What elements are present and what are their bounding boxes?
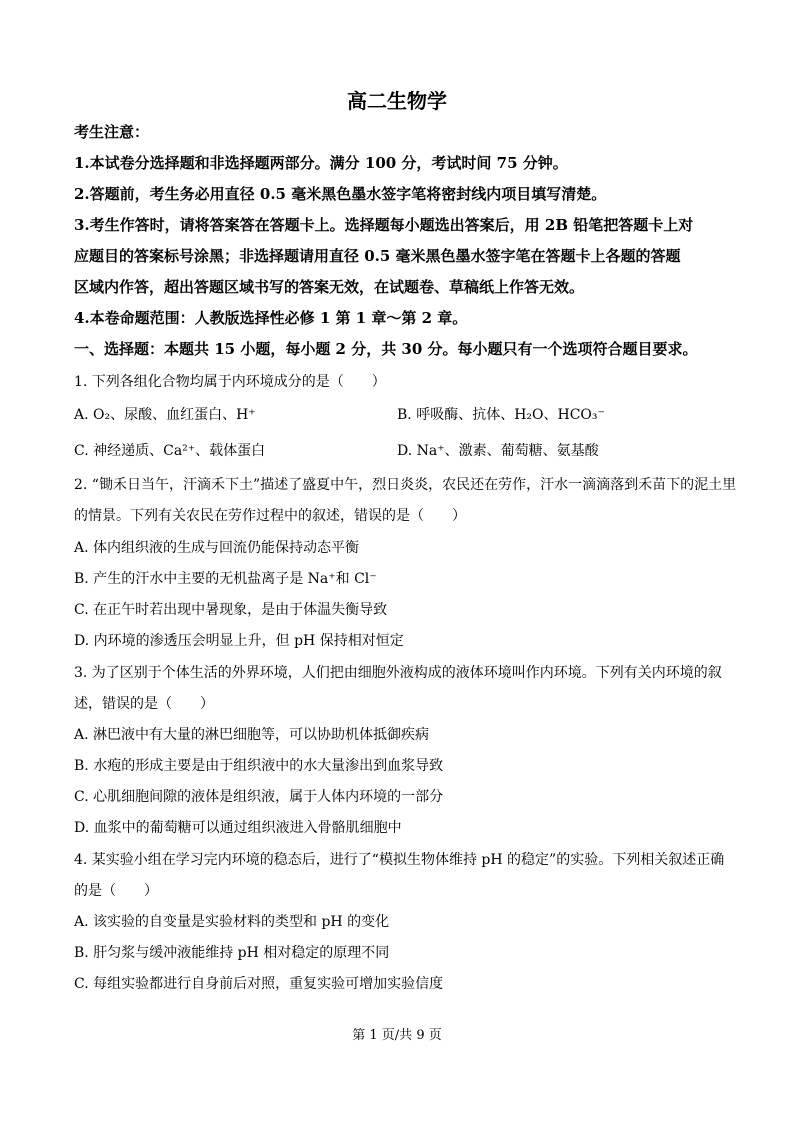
q3-option-d: D. 血浆中的葡萄糖可以通过组织液进入骨骼肌细胞中 — [74, 820, 402, 836]
page-footer: 第 1 页/共 9 页 — [352, 1028, 442, 1043]
q3-stem-line2: 述，错误的是（ ） — [74, 696, 214, 712]
q4-stem-line2: 的是（ ） — [74, 883, 158, 899]
page-title: 高二生物学 — [347, 89, 447, 113]
q3-stem-line1: 3. 为了区别于个体生活的外界环境，人们把由细胞外液构成的液体环境叫作内环境。下列有关内环境的叙 — [74, 665, 722, 681]
q2-option-c: C. 在正午时若出现中暑现象，是由于体温失衡导致 — [74, 602, 388, 618]
q3-option-b: B. 水疱的形成主要是由于组织液中的水大量渗出到血浆导致 — [74, 758, 444, 774]
q2-option-d: D. 内环境的渗透压会明显上升，但 pH 保持相对恒定 — [74, 633, 404, 649]
notice-heading: 考生注意： — [74, 123, 150, 141]
notice-item-3: 3.考生作答时，请将答案答在答题卡上。选择题每小题选出答案后，用 2B 铅笔把答题卡上对 — [74, 216, 694, 234]
q1-option-c: C. 神经递质、Ca²⁺、载体蛋白 — [74, 443, 266, 459]
notice-item-2: 2.答题前，考生务必用直径 0.5 毫米黑色墨水签字笔将密封线内项目填写清楚。 — [74, 185, 607, 203]
q2-stem-line1: 2. “锄禾日当午，汗滴禾下土”描述了盛夏中午，烈日炎炎，农民还在劳作，汗水一滴滴落到禾苗下的泥土里 — [74, 477, 737, 493]
q2-stem-line2: 的情景。下列有关农民在劳作过程中的叙述，错误的是（ ） — [74, 508, 466, 524]
q4-option-c: C. 每组实验都进行自身前后对照，重复实验可增加实验信度 — [74, 976, 444, 992]
q4-option-b: B. 肝匀浆与缓冲液能维持 pH 相对稳定的原理不同 — [74, 945, 390, 961]
q4-stem-line1: 4. 某实验小组在学习完内环境的稳态后，进行了“模拟生物体维持 pH 的稳定”的实验。下列相关叙述正确 — [74, 852, 725, 868]
notice-item-1: 1.本试卷分选择题和非选择题两部分。满分 100 分，考试时间 75 分钟。 — [74, 154, 568, 172]
q1-option-b: B. 呼吸酶、抗体、H₂O、HCO₃⁻ — [397, 407, 605, 423]
q3-option-c: C. 心肌细胞间隙的液体是组织液，属于人体内环境的一部分 — [74, 789, 444, 805]
notice-item-3-cont2: 区域内作答，超出答题区域书写的答案无效，在试题卷、草稿纸上作答无效。 — [74, 278, 585, 296]
notice-item-4: 4.本卷命题范围：人教版选择性必修 1 第 1 章～第 2 章。 — [74, 309, 468, 327]
q2-option-a: A. 体内组织液的生成与回流仍能保持动态平衡 — [74, 540, 360, 556]
q2-option-b: B. 产生的汗水中主要的无机盐离子是 Na⁺和 Cl⁻ — [74, 571, 377, 587]
section-heading: 一、选择题：本题共 15 小题，每小题 2 分，共 30 分。每小题只有一个选项符合题目要求。 — [74, 340, 698, 358]
q3-option-a: A. 淋巴液中有大量的淋巴细胞等，可以协助机体抵御疾病 — [74, 727, 430, 743]
notice-item-3-cont1: 应题目的答案标号涂黑；非选择题请用直径 0.5 毫米黑色墨水签字笔在答题卡上各题的答题 — [74, 247, 681, 265]
q1-stem: 1. 下列各组化合物均属于内环境成分的是（ ） — [74, 374, 386, 390]
q4-option-a: A. 该实验的自变量是实验材料的类型和 pH 的变化 — [74, 914, 390, 930]
q1-option-a: A. O₂、尿酸、血红蛋白、H⁺ — [74, 407, 256, 423]
q1-option-d: D. Na⁺、激素、葡萄糖、氨基酸 — [397, 443, 599, 459]
